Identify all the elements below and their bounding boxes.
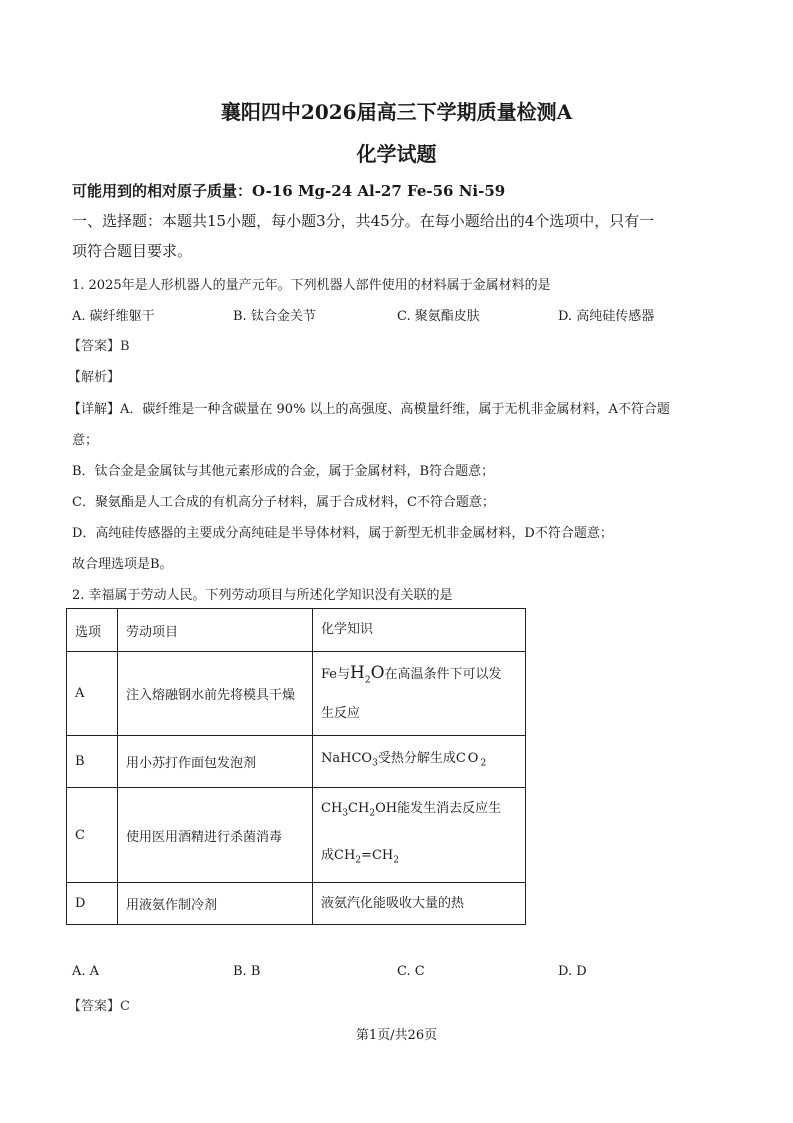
row-b-formula-sub: 3	[372, 758, 378, 769]
row-b-formula-co: CO	[455, 751, 481, 767]
row-d-option: D	[67, 883, 118, 925]
row-c-knowledge-text: 成	[321, 848, 335, 863]
row-d-project: 用液氨作制冷剂	[118, 883, 313, 925]
page-title: 襄阳四中2026届高三下学期质量检测A	[220, 100, 573, 124]
q1-option-a: A. 碳纤维躯干	[72, 309, 155, 324]
section-instructions-line1: 一、选择题：本题共15小题，每小题3分，共45分。在每小题给出的4个选项中，只有一	[72, 212, 655, 230]
table-row	[67, 736, 526, 788]
row-c-formula-sub: 3	[342, 809, 349, 819]
row-a-knowledge-post: 在高温条件下可以发	[384, 666, 502, 682]
q1-option-d: D. 高纯硅传感器	[558, 309, 655, 324]
header-cell-project: 劳动项目	[118, 609, 313, 652]
header-cell-knowledge: 化学知识	[313, 609, 526, 652]
page-subtitle: 化学试题	[356, 142, 437, 166]
row-d-knowledge: 液氨汽化能吸收大量的热	[313, 883, 526, 925]
row-a-knowledge-line2: 生反应	[321, 706, 361, 722]
page-number-footer: 第1页/共26页	[355, 1028, 438, 1043]
q1-detail-line2: 意；	[72, 433, 99, 448]
row-c-formula-sub: 2	[369, 809, 376, 819]
q1-option-c: C. 聚氨酯皮肤	[397, 309, 480, 324]
row-c-formula-sub: 2	[393, 855, 399, 866]
row-a-formula-o: O	[370, 662, 385, 683]
row-a-formula-sub: 2	[364, 675, 371, 686]
q1-conclusion: 故合理选项是B。	[72, 557, 173, 572]
q1-stem: 1. 2025年是人形机器人的量产元年。下列机器人部件使用的材料属于金属材料的是	[72, 278, 551, 293]
q2-answer: 【答案】C	[68, 999, 130, 1014]
q2-option-c: C. C	[397, 964, 425, 979]
q2-option-a: A. A	[72, 964, 100, 979]
row-c-formula-part: =CH	[361, 848, 394, 863]
row-a-knowledge	[313, 652, 526, 736]
row-a-formula-h: H	[350, 662, 365, 683]
table-row	[67, 652, 526, 736]
section-instructions-line2: 项符合题目要求。	[72, 242, 193, 260]
row-a-project: 注入熔融钢水前先将模具干燥	[118, 652, 313, 736]
row-a-option: A	[67, 652, 118, 736]
row-a-formula	[350, 662, 385, 686]
q1-answer: 【答案】B	[68, 339, 130, 354]
q2-option-d: D. D	[558, 964, 587, 979]
row-c-formula-part: CH	[321, 801, 343, 817]
header-cell-option: 选项	[67, 609, 118, 652]
row-c-formula-sub: 2	[355, 855, 362, 866]
table-header-row	[67, 609, 526, 652]
q1-detail-d: D．高纯硅传感器的主要成分高纯硅是半导体材料，属于新型无机非金属材料，D不符合题意；	[72, 526, 613, 541]
row-b-knowledge-mid: 受热分解生成	[377, 751, 456, 767]
row-b-knowledge	[313, 736, 526, 788]
q1-analysis-tag: 【解析】	[68, 370, 121, 385]
row-c-formula-part: OH	[375, 801, 398, 817]
row-c-formula-part: CH	[334, 848, 356, 863]
row-c-knowledge	[313, 788, 526, 883]
row-c-option: C	[67, 788, 118, 883]
row-b-project: 用小苏打作面包发泡剂	[118, 736, 313, 788]
q2-table	[66, 608, 526, 925]
q2-option-b: B. B	[233, 964, 261, 979]
q2-stem: 2. 幸福属于劳动人民。下列劳动项目与所述化学知识没有关联的是	[72, 588, 453, 603]
row-c-project: 使用医用酒精进行杀菌消毒	[118, 788, 313, 883]
atomic-masses-line: 可能用到的相对原子质量：O-16 Mg-24 Al-27 Fe-56 Ni-59	[72, 182, 506, 200]
q1-detail-c: C．聚氨酯是人工合成的有机高分子材料，属于合成材料，C不符合题意；	[72, 495, 495, 510]
table-row	[67, 883, 526, 925]
q1-detail-line1: 【详解】A．碳纤维是一种含碳量在 90% 以上的高强度、高模量纤维，属于无机非金属材料，A不符合题	[68, 402, 670, 417]
q1-detail-b: B．钛合金是金属钛与其他元素形成的合金，属于金属材料，B符合题意；	[72, 464, 495, 479]
q1-option-b: B. 钛合金关节	[233, 309, 316, 324]
row-b-formula-nahco: NaHCO	[321, 751, 373, 767]
row-a-knowledge-pre: Fe与	[321, 666, 351, 682]
table-row	[67, 788, 526, 883]
row-c-formula-part: CH	[348, 801, 370, 817]
row-b-option: B	[67, 736, 118, 788]
row-c-knowledge-text: 能发生消去反应生	[397, 801, 502, 817]
row-b-formula-co-sub: 2	[480, 758, 487, 769]
